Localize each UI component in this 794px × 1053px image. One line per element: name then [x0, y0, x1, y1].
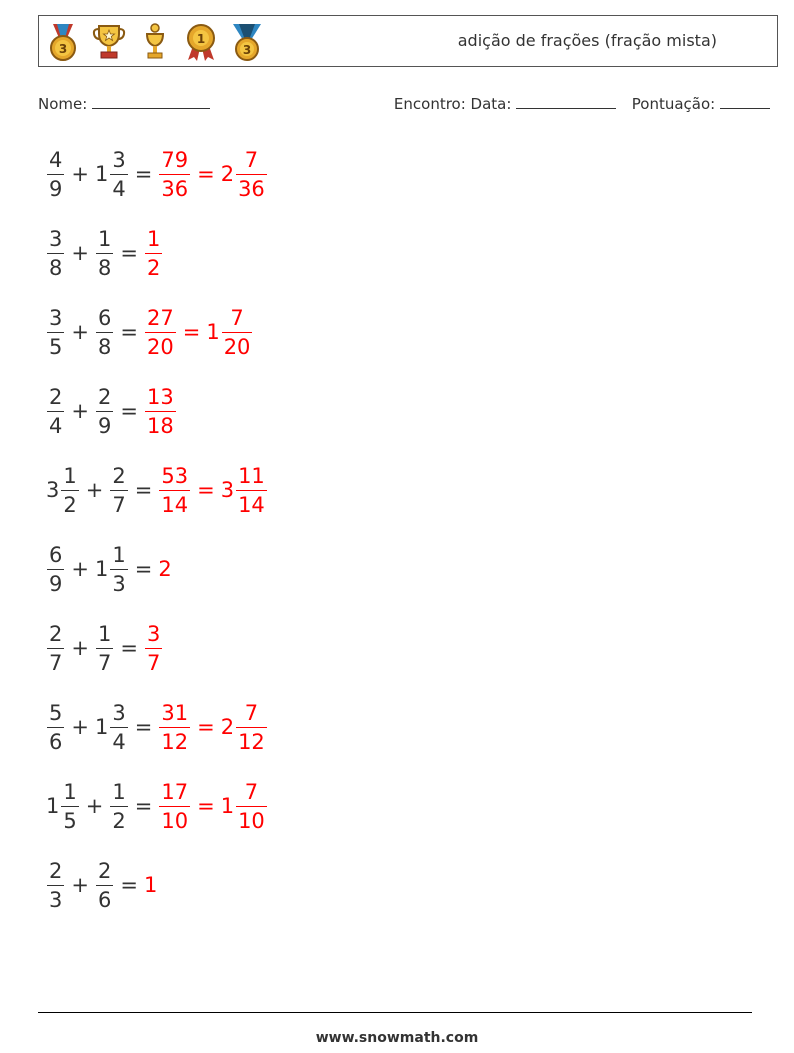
term-a-whole: 1: [46, 794, 60, 818]
answer-mixed-fraction: [236, 462, 267, 519]
answer-mixed-whole: 2: [220, 162, 235, 186]
answer-fraction: [159, 462, 190, 519]
plus-sign: +: [71, 715, 89, 739]
svg-text:1: 1: [196, 32, 206, 46]
term-b-whole: 1: [94, 162, 109, 186]
answer-fraction: [145, 620, 162, 677]
term-b-fraction: [110, 462, 127, 519]
answer-fraction: [145, 225, 162, 282]
date-score-fields: [394, 94, 770, 113]
term-a-fraction: [47, 699, 64, 756]
plus-sign: +: [71, 399, 89, 423]
answer-mixed-fraction-numerator: 11: [238, 463, 265, 488]
worksheet-title: adição de frações (fração mista): [457, 31, 717, 50]
problem-row: [46, 221, 163, 285]
term-b-fraction: [110, 778, 127, 835]
term-a-fraction-numerator: 4: [49, 147, 63, 172]
answer-fraction-numerator: 13: [146, 384, 174, 409]
problem-row: [46, 300, 253, 364]
term-a-fraction: [47, 541, 64, 598]
equals-sign: =: [134, 794, 153, 818]
term-b-fraction-numerator: 6: [97, 305, 112, 330]
answer-fraction-denominator: 36: [159, 174, 190, 203]
term-b-whole: 1: [94, 557, 109, 581]
term-a-fraction: [47, 304, 64, 361]
equals-sign: =: [120, 636, 138, 660]
term-b-fraction-numerator: 2: [97, 384, 112, 409]
equals-sign: =: [120, 241, 138, 265]
term-b-fraction-numerator: 3: [112, 147, 126, 172]
medal-3-icon: [229, 22, 265, 62]
answer-mixed-fraction: [222, 304, 253, 361]
term-a-fraction: [47, 383, 64, 440]
name-field: [38, 94, 210, 113]
plus-sign: +: [85, 478, 104, 502]
term-b-fraction-denominator: 4: [110, 174, 127, 203]
term-a-fraction-denominator: 8: [47, 253, 64, 282]
answer-equals-sign: =: [182, 320, 201, 344]
term-b-fraction-denominator: 3: [110, 569, 127, 598]
term-b-fraction: [96, 383, 113, 440]
trophy-star-icon: [91, 22, 127, 62]
answer-equals-sign: =: [197, 162, 215, 186]
term-a-fraction-numerator: 1: [63, 779, 77, 804]
answer-mixed-fraction-numerator: 7: [244, 779, 259, 804]
answer-whole: 1: [143, 873, 158, 897]
answer-mixed-fraction-numerator: 7: [244, 700, 259, 725]
answer-mixed-fraction-denominator: 12: [236, 727, 267, 756]
answer-mixed-whole: 1: [206, 320, 220, 344]
plus-sign: +: [71, 320, 89, 344]
term-b-fraction-denominator: 6: [96, 885, 113, 914]
footer-url: www.snowmath.com: [315, 1030, 479, 1046]
trophy-small-icon: [137, 22, 173, 62]
answer-fraction: [145, 304, 176, 361]
term-a-fraction-numerator: 2: [49, 621, 63, 646]
plus-sign: +: [71, 873, 89, 897]
term-a-fraction-denominator: 5: [47, 332, 64, 361]
answer-fraction-denominator: 18: [145, 411, 176, 440]
plus-sign: +: [71, 241, 89, 265]
answer-mixed-fraction-denominator: 10: [236, 806, 267, 835]
name-label: Nome:: [38, 95, 88, 113]
answer-mixed-fraction: [236, 146, 267, 203]
answer-mixed-whole: 3: [220, 478, 235, 502]
term-b-fraction-numerator: 1: [112, 779, 126, 804]
answer-fraction-numerator: 31: [161, 700, 189, 725]
problem-row: [46, 537, 172, 601]
equals-sign: =: [134, 557, 153, 581]
term-a-fraction-denominator: 7: [47, 648, 64, 677]
term-a-fraction: [61, 462, 78, 519]
term-a-fraction-denominator: 4: [47, 411, 64, 440]
answer-fraction-denominator: 14: [159, 490, 190, 519]
term-a-fraction-denominator: 9: [47, 569, 64, 598]
term-a-fraction-numerator: 6: [49, 542, 63, 567]
term-b-fraction-numerator: 1: [97, 226, 112, 251]
term-a-fraction-denominator: 3: [47, 885, 64, 914]
score-blank[interactable]: [720, 94, 770, 109]
term-b-fraction: [110, 699, 127, 756]
answer-fraction-numerator: 3: [146, 621, 161, 646]
term-b-fraction-numerator: 2: [97, 858, 112, 883]
plus-sign: +: [71, 636, 89, 660]
term-a-fraction-numerator: 2: [49, 858, 63, 883]
answer-fraction: [159, 778, 190, 835]
equals-sign: =: [120, 320, 138, 344]
name-blank[interactable]: [92, 94, 210, 109]
equals-sign: =: [120, 873, 138, 897]
term-b-fraction-numerator: 3: [112, 700, 126, 725]
answer-fraction-denominator: 7: [145, 648, 162, 677]
answer-fraction: [145, 383, 176, 440]
problem-row: [46, 379, 177, 443]
term-a-fraction-denominator: 5: [61, 806, 78, 835]
date-blank[interactable]: [516, 94, 616, 109]
term-a-fraction-numerator: 3: [49, 226, 63, 251]
term-a-fraction-denominator: 2: [61, 490, 78, 519]
term-b-fraction-numerator: 1: [97, 621, 112, 646]
footer-divider: [38, 1012, 752, 1013]
answer-fraction-numerator: 53: [161, 463, 189, 488]
term-a-fraction-denominator: 9: [47, 174, 64, 203]
answer-mixed-whole: 1: [220, 794, 235, 818]
term-a-fraction-numerator: 5: [49, 700, 63, 725]
answer-fraction-numerator: 79: [161, 147, 189, 172]
term-b-fraction: [110, 541, 127, 598]
term-b-fraction-denominator: 7: [96, 648, 113, 677]
term-b-fraction: [96, 304, 113, 361]
problem-row: [46, 458, 268, 522]
term-a-fraction: [47, 146, 64, 203]
term-a-fraction-numerator: 1: [63, 463, 77, 488]
term-a-fraction: [61, 778, 78, 835]
term-b-fraction: [96, 225, 113, 282]
answer-fraction-denominator: 20: [145, 332, 176, 361]
answer-fraction-denominator: 12: [159, 727, 190, 756]
term-a-fraction: [47, 225, 64, 282]
plus-sign: +: [71, 557, 89, 581]
term-b-fraction-numerator: 1: [112, 542, 126, 567]
term-a-whole: 3: [46, 478, 60, 502]
term-b-fraction-denominator: 8: [96, 332, 113, 361]
answer-equals-sign: =: [197, 715, 215, 739]
answer-fraction-numerator: 27: [146, 305, 174, 330]
problem-row: [46, 616, 163, 680]
term-b-fraction-denominator: 7: [110, 490, 127, 519]
equals-sign: =: [134, 162, 153, 186]
answer-fraction-denominator: 2: [145, 253, 162, 282]
encounter-date-label: Encontro: Data:: [393, 95, 512, 113]
header-box: [38, 15, 778, 67]
problem-row: [46, 142, 268, 206]
icon-row: [45, 22, 265, 62]
problem-row: [46, 853, 157, 917]
plus-sign: +: [85, 794, 104, 818]
answer-fraction-numerator: 17: [161, 779, 189, 804]
term-b-fraction-denominator: 2: [110, 806, 127, 835]
answer-mixed-fraction-numerator: 7: [244, 147, 259, 172]
term-b-whole: 1: [94, 715, 109, 739]
problem-row: [46, 695, 268, 759]
answer-fraction: [159, 146, 190, 203]
term-b-fraction: [110, 146, 127, 203]
answer-whole: 2: [158, 557, 172, 581]
answer-mixed-fraction-denominator: 14: [236, 490, 267, 519]
term-a-fraction: [47, 620, 64, 677]
answer-equals-sign: =: [197, 794, 215, 818]
answer-mixed-fraction-denominator: 20: [222, 332, 253, 361]
svg-text:3: 3: [58, 42, 68, 56]
score-label: Pontuação:: [631, 95, 716, 113]
rosette-1-icon: [183, 22, 219, 62]
term-a-fraction-numerator: 2: [49, 384, 63, 409]
medal-bronze-3-icon: [45, 22, 81, 62]
answer-equals-sign: =: [197, 478, 215, 502]
term-a-fraction: [47, 857, 64, 914]
problem-row: [46, 774, 268, 838]
answer-fraction: [159, 699, 190, 756]
term-b-fraction: [96, 620, 113, 677]
answer-mixed-fraction: [236, 699, 267, 756]
term-b-fraction: [96, 857, 113, 914]
term-a-fraction-denominator: 6: [47, 727, 64, 756]
equals-sign: =: [120, 399, 138, 423]
answer-mixed-fraction-denominator: 36: [236, 174, 267, 203]
term-b-fraction-denominator: 9: [96, 411, 113, 440]
answer-mixed-fraction-numerator: 7: [230, 305, 244, 330]
answer-mixed-whole: 2: [220, 715, 235, 739]
term-b-fraction-numerator: 2: [112, 463, 126, 488]
equals-sign: =: [134, 715, 153, 739]
term-b-fraction-denominator: 4: [110, 727, 127, 756]
plus-sign: +: [71, 162, 89, 186]
term-b-fraction-denominator: 8: [96, 253, 113, 282]
answer-fraction-numerator: 1: [146, 226, 161, 251]
term-a-fraction-numerator: 3: [49, 305, 63, 330]
equals-sign: =: [134, 478, 153, 502]
answer-mixed-fraction: [236, 778, 267, 835]
svg-text:3: 3: [242, 43, 252, 57]
answer-fraction-denominator: 10: [159, 806, 190, 835]
